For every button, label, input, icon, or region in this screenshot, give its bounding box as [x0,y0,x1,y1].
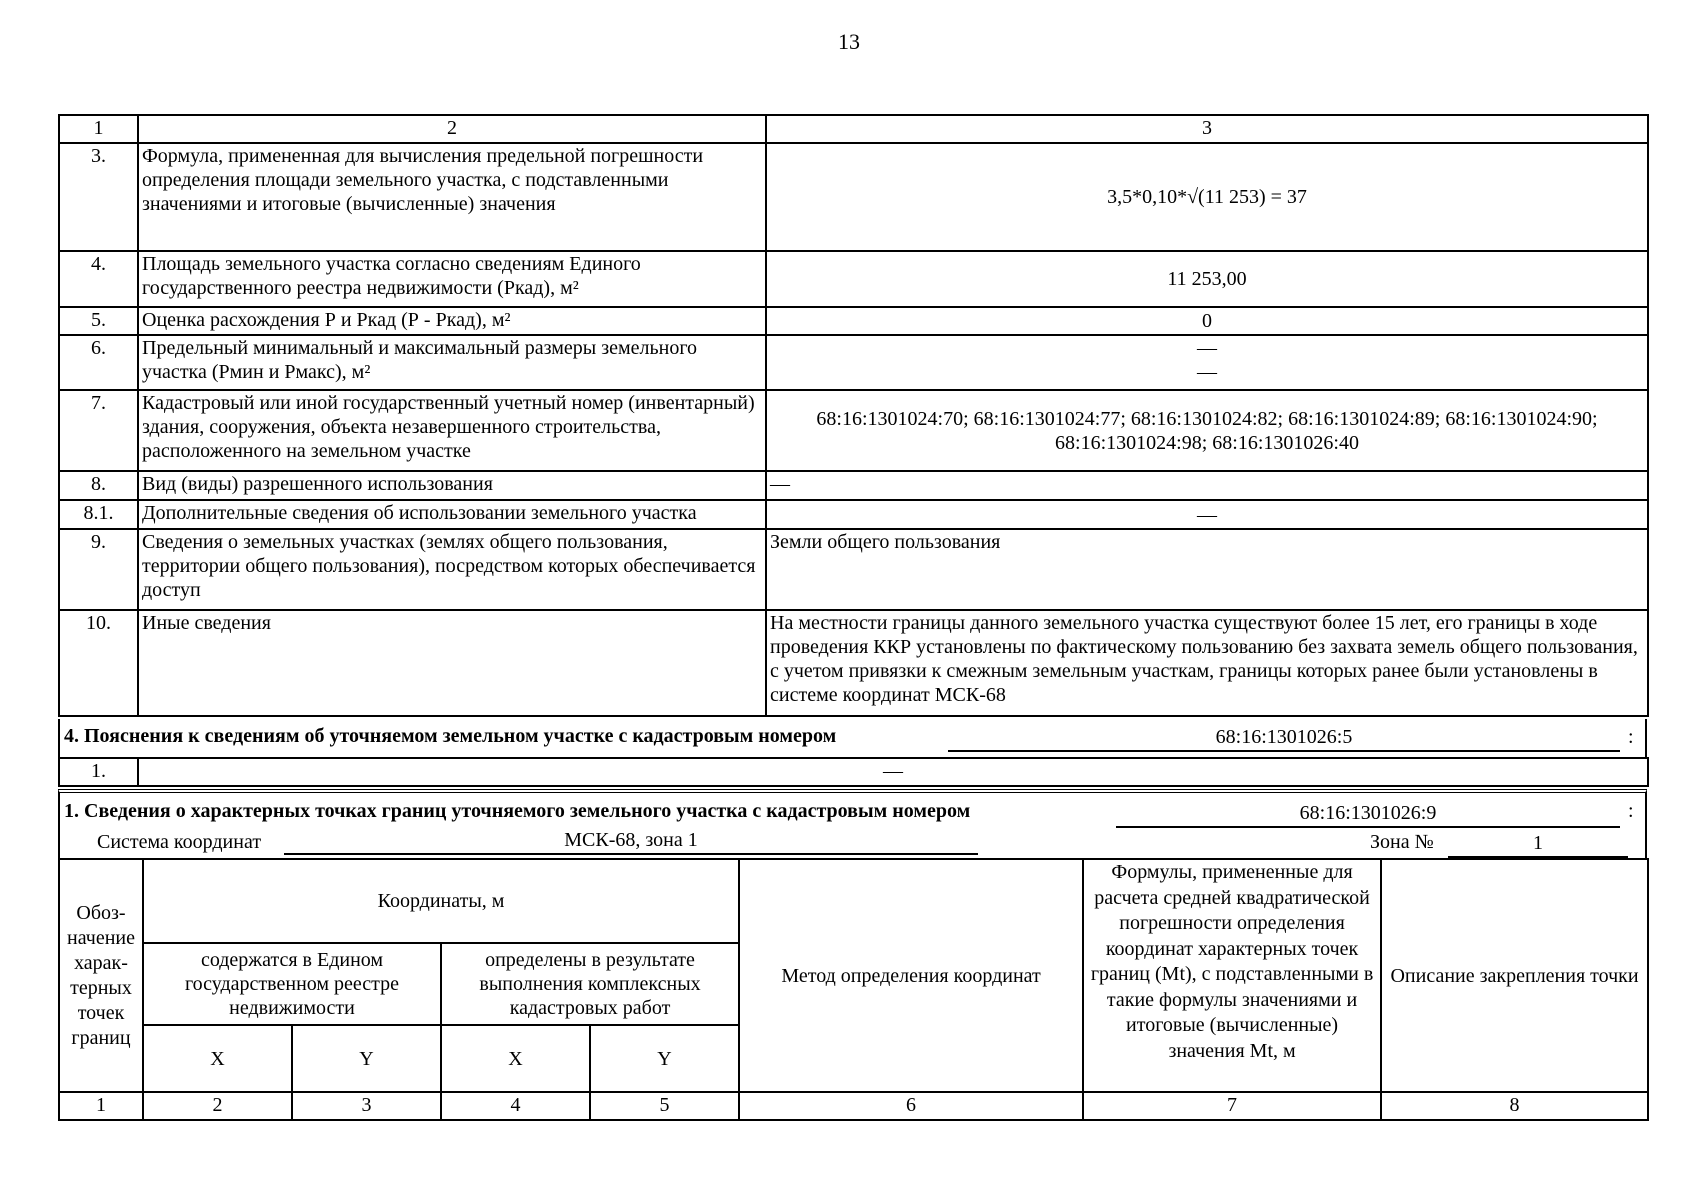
table-row [59,390,1648,471]
row-label: Дополнительные сведения об использовании земельного участка [138,500,766,529]
egrn-coords-header: содержатся в Едином государственном реестре недвижимости [143,943,441,1025]
row-label: Кадастровый или иной государственный учетный номер (инвентарный) здания, сооружения, объекта незавершенного строительства, расположенного на земельном участке [138,390,766,471]
row-value [766,335,1648,390]
row-label: Оценка расхождения Р и Ркад (Р - Ркад), м² [138,307,766,335]
row-number: 6. [59,335,138,390]
column-number: 5 [590,1092,739,1120]
table-row [59,307,1648,335]
row-label: Предельный минимальный и максимальный размеры земельного участка (Рмин и Рмакс), м² [138,335,766,390]
table-row [59,251,1648,307]
kkr-coords-header: определены в результате выполнения комплексных кадастровых работ [441,943,739,1025]
row-number: 10. [59,610,138,716]
row-number: 8.1. [59,500,138,529]
designation-header: Обоз- начение харак- терных точек границ [59,859,143,1092]
page-number: 13 [838,29,860,54]
formulas-header: Формулы, примененные для расчета средней квадратической погрешности определения координат характерных точек границ (Mt), с подставленными в такие формулы значениями и итоговые (вычисленные) значения Mt, м [1083,859,1381,1092]
max-size-value: — [1197,361,1217,383]
table-row [59,471,1648,500]
row-value: На местности границы данного земельного участка существуют более 15 лет, его границы в ходе проведения ККР установлены по фактическому пользованию без захвата земель общего пользования, с учетом привязки к смежным земельным участкам, границы которых ранее были установлены в системе координат МСК-68 [766,610,1648,716]
header-cell: 2 [138,115,766,143]
column-number: 6 [739,1092,1083,1120]
area-info-table [58,114,1649,717]
section4-colon: : [1628,726,1634,748]
row-label: Формула, примененная для вычисления предельной погрешности определения площади земельного участка, с подставленными значениями и итоговые (вычисленные) значения [138,143,766,251]
row-label: Иные сведения [138,610,766,716]
section1-title: 1. Сведения о характерных точках границ уточняемого земельного участка с кадастровым номером [64,800,971,822]
row-value: 0 [766,307,1648,335]
coord-system-value: МСК-68, зона 1 [284,828,978,855]
egrn-y-header: Y [292,1025,441,1092]
column-number-row [59,1092,1648,1120]
section4-heading [58,719,1647,757]
coord-system-label: Система координат [97,831,262,853]
section1-colon: : [1628,800,1634,822]
column-number: 7 [1083,1092,1381,1120]
column-number: 3 [292,1092,441,1120]
coordinates-header: Координаты, м [143,859,739,943]
row-label: Вид (виды) разрешенного использования [138,471,766,500]
min-size-value: — [1197,337,1217,359]
row-number: 9. [59,529,138,610]
section4-title: 4. Пояснения к сведениям об уточняемом земельном участке с кадастровым номером [64,725,837,747]
description-header: Описание закрепления точки [1381,859,1648,1092]
table-header-row [59,115,1648,143]
method-header: Метод определения координат [739,859,1083,1092]
section1-cadastral-number: 68:16:1301026:9 [1116,801,1620,828]
column-number: 2 [143,1092,292,1120]
kkr-y-header: Y [590,1025,739,1092]
row-value: — [138,758,1648,786]
section4-cadastral-number: 68:16:1301026:5 [948,725,1620,752]
row-number: 8. [59,471,138,500]
boundary-points-table [58,858,1649,1121]
row-value: Земли общего пользования [766,529,1648,610]
row-value: — [766,500,1648,529]
row-label: Площадь земельного участка согласно сведениям Единого государственного реестра недвижимости (Ркад), м² [138,251,766,307]
row-number: 7. [59,390,138,471]
table-row [59,758,1648,786]
table-row [59,335,1648,390]
table-row [59,143,1648,251]
table-row [59,500,1648,529]
table-row [59,529,1648,610]
row-value: 3,5*0,10*√(11 253) = 37 [766,143,1648,251]
row-value: — [766,471,1648,500]
row-number: 3. [59,143,138,251]
section1-heading [58,789,1647,858]
column-number: 1 [59,1092,143,1120]
row-value: 11 253,00 [766,251,1648,307]
row-value: 68:16:1301024:70; 68:16:1301024:77; 68:16:1301024:82; 68:16:1301024:89; 68:16:1301024:90; 68:16:1301024:98; 68:16:1301026:40 [766,390,1648,471]
table-row [59,610,1648,716]
column-number: 8 [1381,1092,1648,1120]
egrn-x-header: X [143,1025,292,1092]
column-number: 4 [441,1092,590,1120]
row-number: 5. [59,307,138,335]
row-number: 4. [59,251,138,307]
zone-label: Зона № [1370,831,1434,853]
row-number: 1. [59,758,138,786]
kkr-x-header: X [441,1025,590,1092]
header-cell: 1 [59,115,138,143]
zone-value: 1 [1448,831,1628,858]
row-label: Сведения о земельных участках (землях общего пользования, территории общего пользования), посредством которых обеспечивается доступ [138,529,766,610]
section4-table [58,757,1649,787]
header-cell: 3 [766,115,1648,143]
